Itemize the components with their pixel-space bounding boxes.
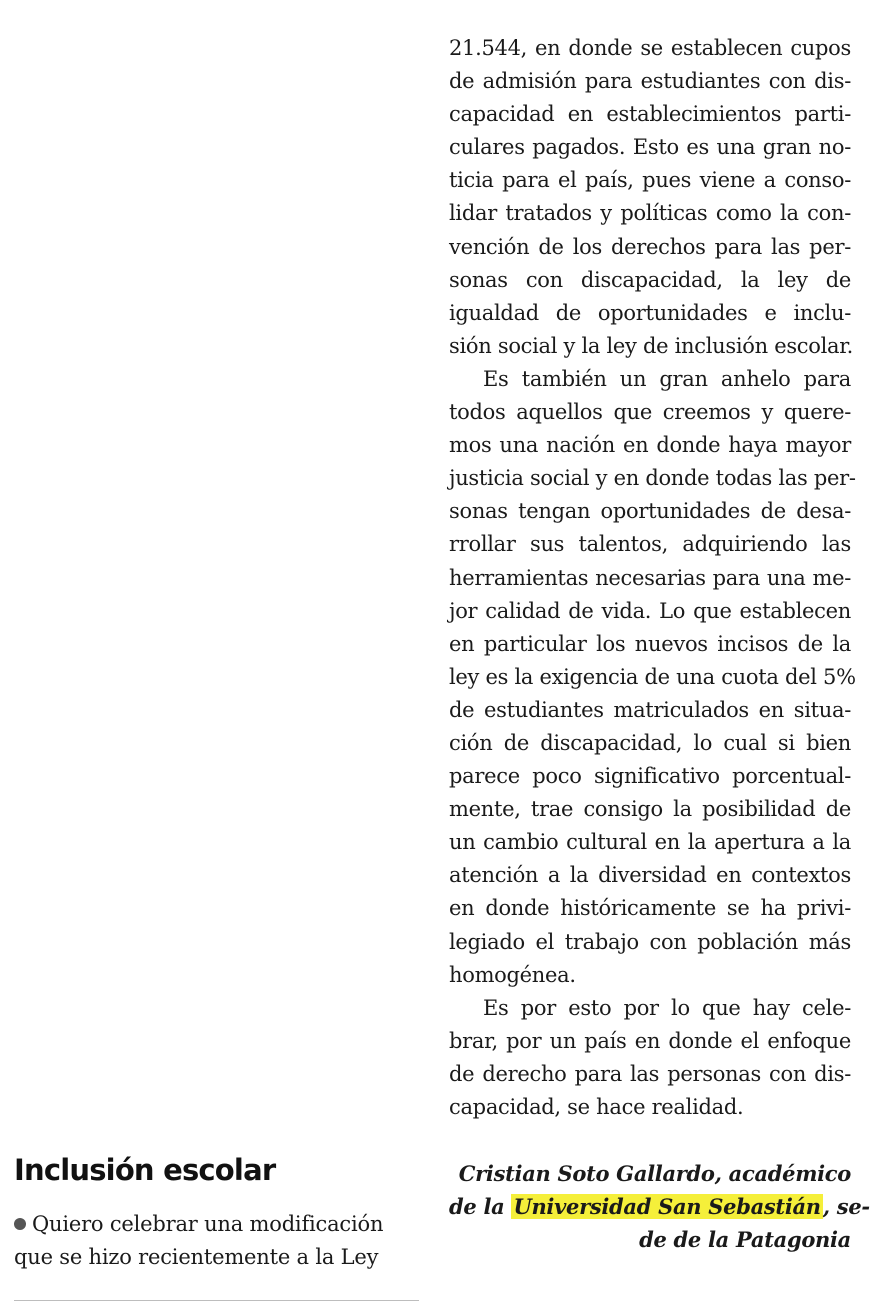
intro-line-1: Quiero celebrar una modificación — [14, 1208, 419, 1241]
body-line: parece poco significativo porcentual- — [449, 764, 851, 789]
body-line: Es por esto por lo que hay cele- — [483, 995, 851, 1020]
body-line: en donde históricamente se ha privi- — [449, 896, 851, 921]
body-line: igualdad de oportunidades e inclu- — [449, 300, 851, 325]
body-line: jor calidad de vida. Lo que establecen — [449, 598, 851, 623]
body-line: mos una nación en donde haya mayor — [449, 433, 851, 458]
body-line: rrollar sus talentos, adquiriendo las — [449, 532, 851, 557]
body-line: ticia para el país, pues viene a conso- — [449, 168, 851, 193]
body-line: lidar tratados y políticas como la con- — [449, 201, 851, 226]
body-line: ley es la exigencia de una cuota del 5% — [449, 664, 856, 689]
body-line: capacidad en establecimientos parti- — [449, 102, 851, 127]
body-line: ción de discapacidad, lo cual si bien — [449, 730, 851, 755]
body-line: capacidad, se hace realidad. — [449, 1095, 744, 1119]
body-line: de admisión para estudiantes con dis- — [449, 69, 851, 94]
body-line: un cambio cultural en la apertura a la — [449, 830, 851, 855]
body-line: mente, trae consigo la posibilidad de — [449, 797, 851, 822]
highlighted-institution: Universidad San Sebastián — [513, 1194, 821, 1219]
body-line: de derecho para las personas con dis- — [449, 1061, 851, 1086]
body-line: sonas tengan oportunidades de desa- — [449, 499, 851, 524]
body-line: 21.544, en donde se establecen cupos — [449, 36, 851, 60]
body-line: sonas con discapacidad, la ley de — [449, 267, 851, 292]
signature-line-3: de de la Patagonia — [639, 1227, 851, 1252]
body-line: herramientas necesarias para una me- — [449, 565, 851, 590]
intro-line-2: que se hizo recientemente a la Ley — [14, 1245, 379, 1269]
body-line: de estudiantes matriculados en situa- — [449, 697, 851, 722]
letter-heading: Inclusión escolar — [14, 1153, 276, 1187]
body-line: brar, por un país en donde el enfoque — [449, 1028, 851, 1053]
body-line: todos aquellos que creemos y quere- — [449, 400, 851, 425]
author-signature — [449, 1157, 870, 1256]
bullet-icon — [14, 1218, 26, 1230]
body-line: legiado el trabajo con población más — [449, 929, 851, 954]
body-line: homogénea. — [449, 962, 576, 987]
body-line: en particular los nuevos incisos de la — [449, 631, 851, 656]
column-divider — [14, 1300, 419, 1301]
body-line: culares pagados. Esto es una gran no- — [449, 135, 851, 160]
signature-prefix: de la — [449, 1194, 512, 1219]
letter-body-column — [449, 32, 856, 1124]
signature-suffix: , se- — [822, 1194, 870, 1219]
body-line: sión social y la ley de inclusión escolar. — [449, 333, 854, 358]
body-line: atención a la diversidad en contextos — [449, 863, 851, 888]
body-line: Es también un gran anhelo para — [483, 366, 851, 391]
body-line: justicia social y en donde todas las per- — [449, 466, 856, 491]
body-line: vención de los derechos para las per- — [449, 234, 851, 259]
signature-line-2 — [449, 1190, 870, 1223]
letter-intro-column — [14, 1150, 419, 1274]
signature-line-1: Cristian Soto Gallardo, académico — [458, 1161, 851, 1186]
